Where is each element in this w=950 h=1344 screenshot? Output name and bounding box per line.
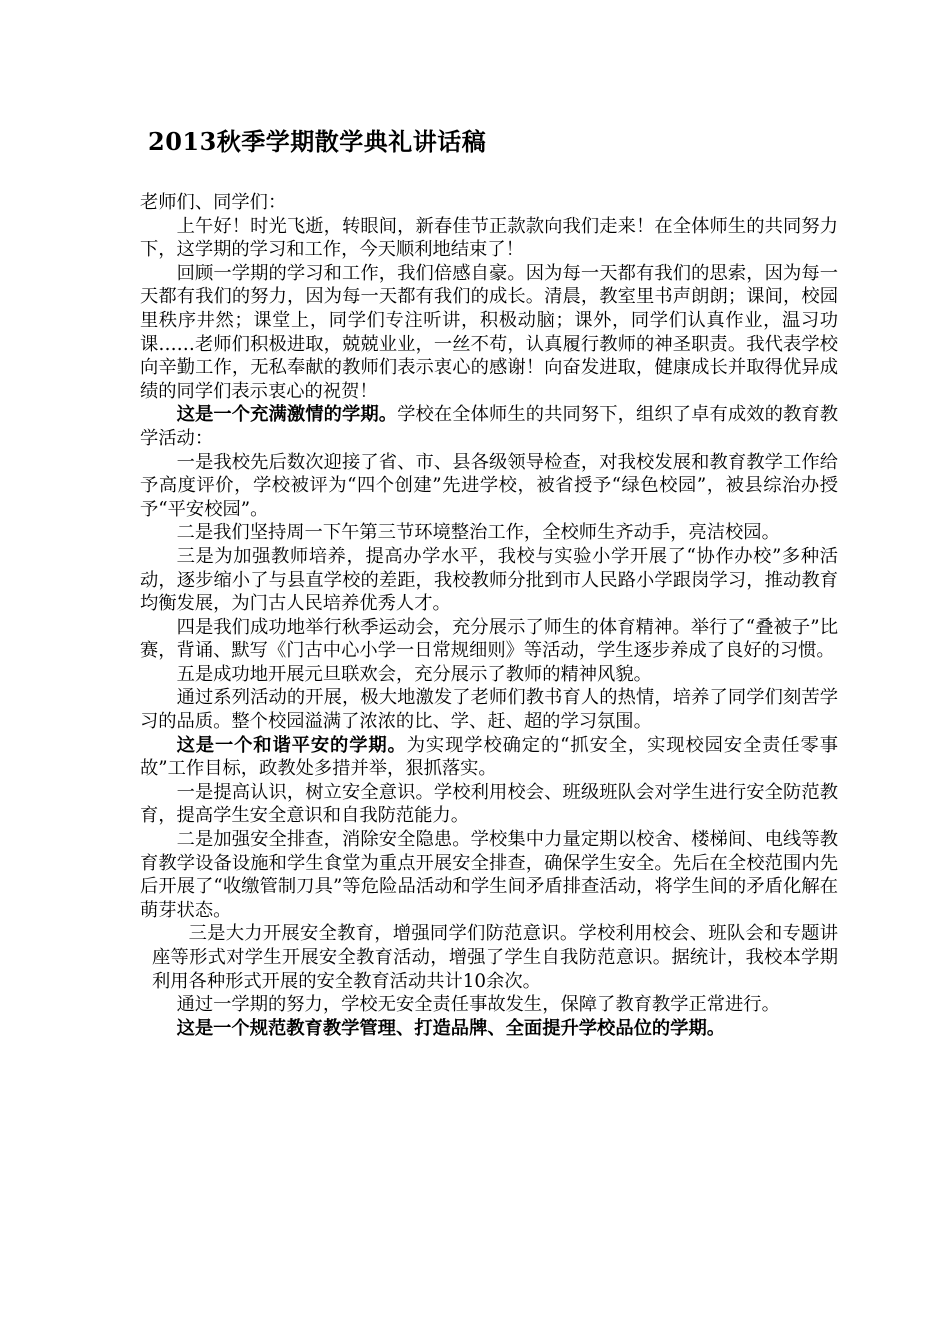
paragraph — [140, 781, 838, 828]
paragraph — [140, 616, 838, 663]
paragraph-text: 二是加强安全排查，消除安全隐患。学校集中力量定期以校舍、楼梯间、电线等教育教学设备设施和学生食堂为重点开展安全排查，确保学生安全。先后在全校范围内先后开展了“收缴管制刀具”等危险品活动和学生间矛盾排查活动，将学生间的矛盾化解在萌芽状态。 — [140, 829, 838, 921]
paragraph-text: 三是为加强教师培养，提高办学水平，我校与实验小学开展了“协作办校”多种活动，逐步缩小了与县直学校的差距，我校教师分批到市人民路小学跟岗学习，推动教育均衡发展，为门古人民培养优秀人才。 — [140, 545, 838, 615]
paragraph — [140, 993, 838, 1017]
paragraph — [140, 451, 838, 522]
paragraph-text: 上午好！时光飞逝，转眼间，新春佳节正款款向我们走来！在全体师生的共同努力下，这学期的学习和工作，今天顺利地结束了！ — [140, 215, 838, 261]
section-heading: 这是一个和谐平安的学期。 — [176, 734, 407, 756]
paragraph-text: 二是我们坚持周一下午第三节环境整治工作，全校师生齐动手，亮洁校园。 — [176, 522, 780, 544]
paragraph-text: 回顾一学期的学习和工作，我们倍感自豪。因为每一天都有我们的思索，因为每一天都有我们的努力，因为每一天都有我们的成长。清晨，教室里书声朗朗；课间，校园里秩序井然；课堂上，同学们专注听讲，积极动脑；课外，同学们认真作业，温习功课……老师们积极进取，兢兢业业，一丝不苟，认真履行教师的神圣职责。我代表学校向辛勤工作，无私奉献的教师们表示衷心的感谢！向奋发进取，健康成长并取得优异成绩的同学们表示衷心的祝贺！ — [140, 262, 838, 402]
paragraph — [140, 828, 838, 922]
paragraph — [140, 922, 838, 993]
paragraph — [140, 686, 838, 733]
paragraph — [140, 403, 838, 450]
document-title: 2013秋季学期散学典礼讲话稿 — [148, 127, 487, 156]
paragraph — [140, 521, 838, 545]
paragraph — [140, 663, 838, 687]
section-heading: 这是一个充满激情的学期。 — [176, 404, 398, 426]
paragraph-text: 学校在全体师生的共同努下，组织了卓有成效的教育教学活动： — [140, 404, 838, 449]
paragraph-text: 五是成功地开展元旦联欢会，充分展示了教师的精神风貌。 — [176, 663, 652, 685]
paragraph — [140, 734, 838, 781]
paragraph — [140, 1017, 838, 1041]
paragraph-text: 一是我校先后数次迎接了省、市、县各级领导检查，对我校发展和教育教学工作给予高度评价，学校被评为“四个创建”先进学校，被省授予“绿色校园”，被县综治办授予“平安校园”。 — [140, 451, 838, 520]
document-body — [140, 191, 838, 1040]
paragraph-text: 为实现学校确定的“抓安全，实现校园安全责任零事故”工作目标，政教处多措并举，狠抓落实。 — [140, 734, 838, 780]
paragraph-text: 一是提高认识，树立安全意识。学校利用校会、班级班队会对学生进行安全防范教育，提高学生安全意识和自我防范能力。 — [140, 781, 838, 827]
paragraph-text: 通过系列活动的开展，极大地激发了老师们教书育人的热情，培养了同学们刻苦学习的品质。整个校园溢满了浓浓的比、学、赶、超的学习氛围。 — [140, 687, 838, 733]
greeting: 老师们、同学们： — [140, 192, 287, 213]
paragraph-text: 三是大力开展安全教育，增强同学们防范意识。学校利用校会、班队会和专题讲座等形式对学生开展安全教育活动，增强了学生自我防范意识。据统计，我校本学期利用各种形式开展的安全教育活动共计10余次。 — [152, 923, 838, 992]
paragraph — [140, 262, 838, 404]
paragraph-text: 通过一学期的努力，学校无安全责任事故发生，保障了教育教学正常进行。 — [176, 994, 780, 1016]
paragraph-text: 四是我们成功地举行秋季运动会，充分展示了师生的体育精神。举行了“叠被子”比赛，背诵、默写《门古中心小学一日常规细则》等活动，学生逐步养成了良好的习惯。 — [140, 616, 838, 662]
paragraph — [140, 545, 838, 616]
section-heading: 这是一个规范教育教学管理、打造品牌、全面提升学校品位的学期。 — [176, 1017, 726, 1039]
paragraph — [140, 215, 838, 262]
